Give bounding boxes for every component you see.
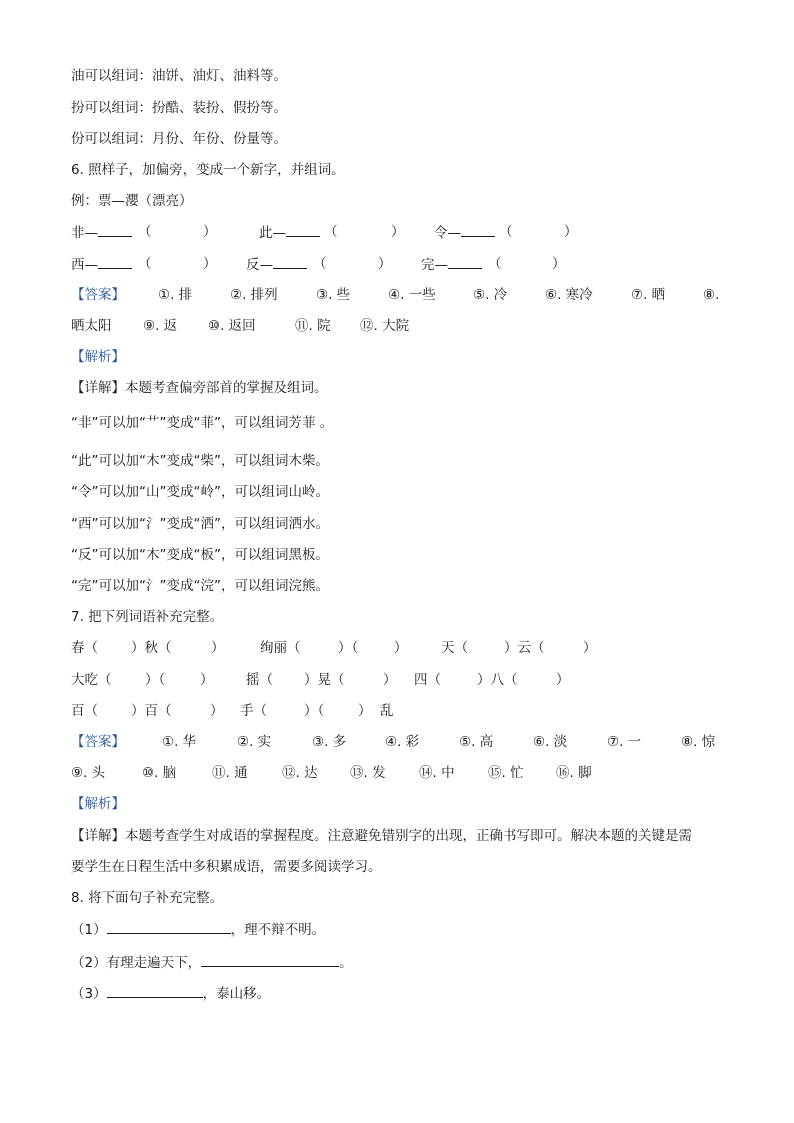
idiom-part: ） — [358, 703, 372, 719]
idiom-part: 四（ — [414, 672, 441, 688]
answer-item: ④. 一些 — [388, 287, 436, 303]
question-6-example: 例：票—瀴（漂亮） — [71, 193, 193, 209]
explanation-line: “反”可以加“木”变成“板”，可以组词黑板。 — [71, 547, 329, 563]
answer-blank[interactable] — [107, 983, 203, 998]
answer-item: ③. 些 — [316, 287, 351, 303]
idiom-part: ） — [383, 672, 397, 688]
answer-blank[interactable] — [201, 952, 339, 967]
answer-item: ⑫. 大院 — [360, 318, 410, 334]
paren-close: ） — [203, 256, 217, 272]
answer-blank[interactable] — [98, 254, 132, 269]
answer-item: ⑪. 院 — [295, 318, 331, 334]
paren-open: （ — [138, 256, 152, 272]
detail-text: 要学生在日程生活中多积累成语，需要多阅读学习。 — [71, 859, 382, 875]
idiom-part: 摇（ — [246, 672, 273, 688]
idiom-part: ）秋（ — [131, 640, 172, 656]
paren-close: ） — [203, 224, 217, 240]
paren-open: （ — [313, 256, 327, 272]
answer-item: ①. 排 — [158, 287, 193, 303]
answer-item: ②. 实 — [237, 734, 272, 750]
explanation-line: “完”可以加“氵”变成“浣”，可以组词浣熊。 — [71, 578, 329, 594]
paren-open: （ — [488, 256, 502, 272]
idiom-part: 天（ — [441, 640, 468, 656]
analysis-label: 【解析】 — [71, 796, 125, 812]
question-7-title: 7. 把下列词语补充完整。 — [71, 609, 224, 625]
answer-item: ①. 华 — [162, 734, 197, 750]
intro-line: 份可以组词：月份、年份、份量等。 — [71, 131, 287, 147]
answer-item: ⑫. 达 — [282, 765, 318, 781]
answer-label: 【答案】 — [71, 734, 125, 750]
explanation-line: “此”可以加“木”变成“柴”，可以组词木柴。 — [71, 453, 329, 469]
idiom-part: ） — [394, 640, 408, 656]
answer-item: ⑨. 返 — [143, 318, 178, 334]
idiom-part: ）云（ — [504, 640, 545, 656]
answer-label: 【答案】 — [71, 287, 125, 303]
answer-item: ⑤. 冷 — [473, 287, 508, 303]
answer-item: ⑯. 脚 — [556, 765, 592, 781]
answer-item: ⑦. 晒 — [631, 287, 666, 303]
explanation-line: “令”可以加“山”变成“岭”，可以组词山岭。 — [71, 484, 329, 500]
paren-close: ） — [564, 224, 578, 240]
idiom-part: 大吃（ — [71, 672, 112, 688]
answer-blank[interactable] — [448, 254, 482, 269]
answer-item: ③. 多 — [312, 734, 347, 750]
q6-item: 反— — [246, 254, 307, 275]
idiom-part: ） — [556, 672, 570, 688]
idiom-part: ）（ — [338, 640, 359, 656]
paren-close: ） — [552, 256, 566, 272]
answer-blank[interactable] — [98, 222, 132, 237]
answer-item: ⑧. 惊 — [681, 734, 716, 750]
answer-item: ⑥. 寒冷 — [545, 287, 593, 303]
idiom-part: 手（ — [240, 703, 267, 719]
detail-text: 【详解】本题考查学生对成语的掌握程度。注意避免错别字的出现，正确书写即可。解决本题的关键是需 — [71, 828, 692, 844]
paren-open: （ — [138, 224, 152, 240]
idiom-part: ）百（ — [131, 703, 172, 719]
answer-blank[interactable] — [461, 222, 495, 237]
q6-item: 非— — [71, 222, 132, 243]
fill-item-1: （1） ，理不辩不明。 — [71, 919, 325, 940]
idiom-part: ）（ — [145, 672, 166, 688]
idiom-part: 绚丽（ — [260, 640, 301, 656]
fill-item-2: （2）有理走遍天下， 。 — [71, 952, 353, 973]
intro-line: 扮可以组词：扮酷、装扮、假扮等。 — [71, 100, 287, 116]
analysis-label: 【解析】 — [71, 349, 125, 365]
answer-item: ⑮. 忙 — [488, 765, 524, 781]
answer-item: ②. 排列 — [230, 287, 278, 303]
explanation-line: “非”可以加“艹”变成“菲”，可以组词芳菲 。 — [71, 415, 334, 431]
paren-close: ） — [391, 224, 405, 240]
idiom-part: ） — [200, 672, 214, 688]
paren-close: ） — [378, 256, 392, 272]
intro-line: 油可以组词：油饼、油灯、油料等。 — [71, 68, 287, 84]
answer-blank[interactable] — [273, 254, 307, 269]
answer-item: ⑭. 中 — [419, 765, 455, 781]
detail-text: 【详解】本题考查偏旁部首的掌握及组词。 — [71, 380, 328, 396]
answer-item: ⑦. 一 — [607, 734, 642, 750]
answer-item: ④. 彩 — [385, 734, 420, 750]
idiom-part: ）晃（ — [304, 672, 345, 688]
idiom-part: 乱 — [380, 703, 394, 719]
idiom-part: ）（ — [304, 703, 325, 719]
idiom-part: ） — [210, 703, 224, 719]
explanation-line: “西”可以加“氵”变成“洒”，可以组词洒水。 — [71, 516, 329, 532]
answer-item: ⑩. 返回 — [208, 318, 256, 334]
answer-item: 晒太阳 — [71, 318, 112, 334]
answer-blank[interactable] — [107, 919, 231, 934]
paren-open: （ — [324, 224, 338, 240]
idiom-part: 春（ — [71, 640, 98, 656]
q6-item: 此— — [259, 222, 320, 243]
answer-item: ⑩. 脑 — [142, 765, 177, 781]
idiom-part: ）八（ — [477, 672, 518, 688]
answer-item: ⑤. 高 — [459, 734, 494, 750]
answer-item: ⑥. 淡 — [533, 734, 568, 750]
answer-item: ⑨. 头 — [71, 765, 106, 781]
fill-item-3: （3） ，泰山移。 — [71, 983, 270, 1004]
idiom-part: 百（ — [71, 703, 98, 719]
answer-item: ⑧. — [703, 287, 720, 303]
idiom-part: ） — [583, 640, 597, 656]
answer-blank[interactable] — [286, 222, 320, 237]
question-6-title: 6. 照样子，加偏旁，变成一个新字，并组词。 — [71, 162, 345, 178]
q6-item: 完— — [421, 254, 482, 275]
q6-item: 令— — [434, 222, 495, 243]
question-8-title: 8. 将下面句子补充完整。 — [71, 890, 224, 906]
idiom-part: ） — [211, 640, 225, 656]
q6-item: 西— — [71, 254, 132, 275]
answer-item: ⑬. 发 — [350, 765, 386, 781]
paren-open: （ — [499, 224, 513, 240]
answer-item: ⑪. 通 — [212, 765, 248, 781]
